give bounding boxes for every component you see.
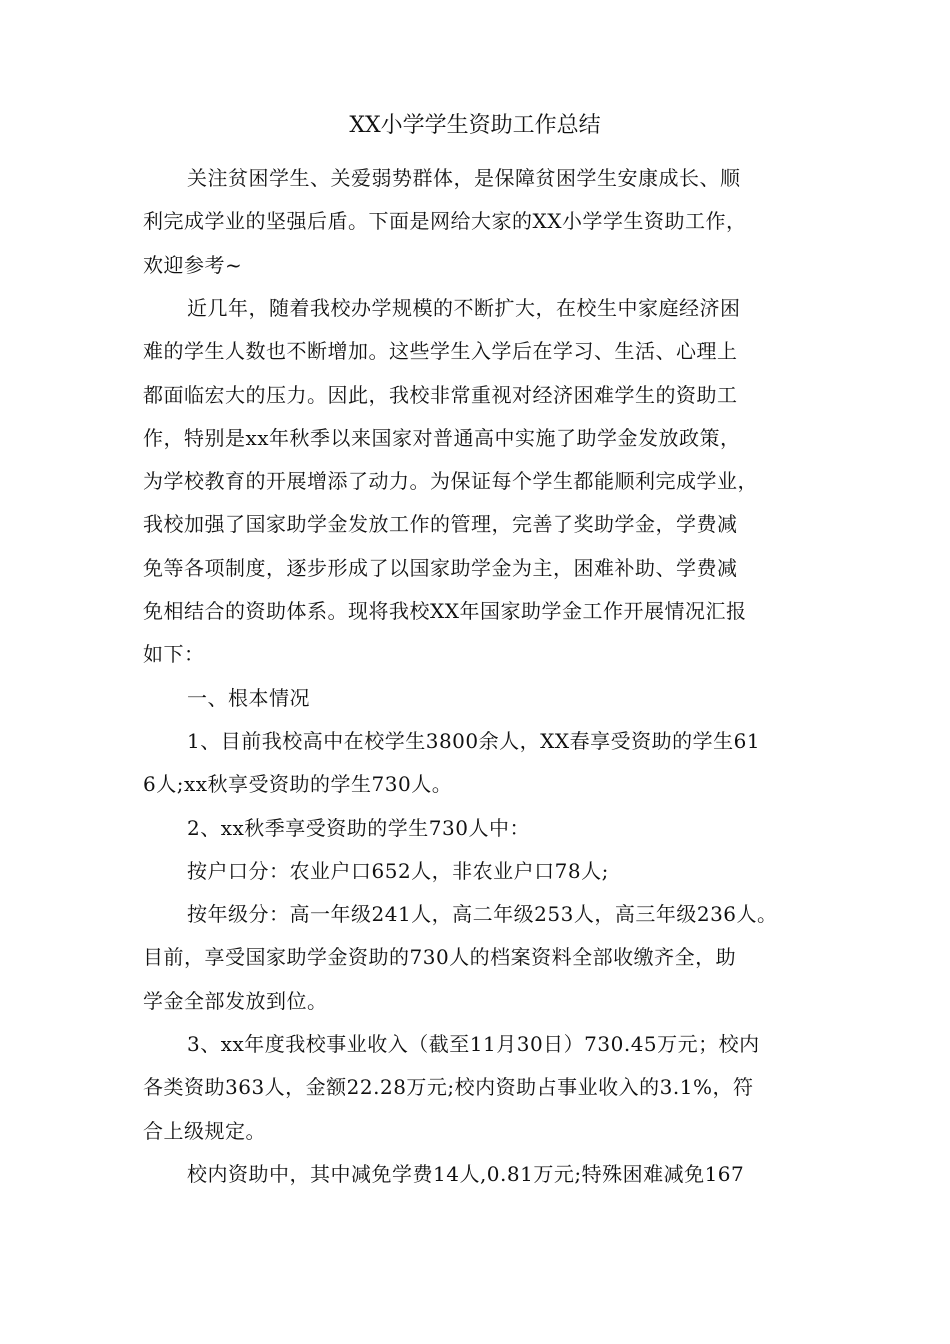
text-line: 我校加强了国家助学金发放工作的管理，完善了奖助学金，学费减 bbox=[143, 512, 738, 537]
text-line: 免相结合的资助体系。现将我校XX年国家助学金工作开展情况汇报 bbox=[143, 599, 747, 623]
text-line: 3、xx年度我校事业收入（截至11月30日）730.45万元；校内 bbox=[187, 1032, 760, 1056]
text-line: 如下： bbox=[143, 642, 205, 667]
text-line: 按年级分：高一年级241人，高二年级253人，高三年级236人。 bbox=[187, 902, 778, 927]
text-line: 关注贫困学生、关爱弱势群体，是保障贫困学生安康成长、顺 bbox=[187, 166, 741, 190]
text-line: 2、xx秋季享受资助的学生730人中： bbox=[187, 815, 530, 840]
text-line: 各类资助363人，金额22.28万元;校内资助占事业收入的3.1%，符 bbox=[143, 1075, 754, 1100]
text-line: 6人;xx秋享受资助的学生730人。 bbox=[143, 772, 453, 797]
text-line: 作，特别是xx年秋季以来国家对普通高中实施了助学金发放政策， bbox=[143, 425, 741, 450]
text-line: 欢迎参考~ bbox=[143, 252, 243, 277]
text-line: 近几年，随着我校办学规模的不断扩大，在校生中家庭经济困 bbox=[187, 295, 741, 320]
text-line: 都面临宏大的压力。因此，我校非常重视对经济困难学生的资助工 bbox=[143, 382, 738, 407]
text-line: 合上级规定。 bbox=[143, 1118, 266, 1143]
text-line: 免等各项制度，逐步形成了以国家助学金为主，困难补助、学费减 bbox=[143, 555, 738, 580]
text-line: 一、根本情况 bbox=[187, 685, 310, 710]
text-line: 校内资助中，其中减免学费14人,0.81万元;特殊困难减免167 bbox=[187, 1161, 745, 1186]
document-title: XX小学学生资助工作总结 bbox=[349, 113, 601, 138]
text-line: 1、目前我校高中在校学生3800余人，XX春享受资助的学生61 bbox=[187, 728, 761, 753]
text-line: 按户口分：农业户口652人，非农业户口78人; bbox=[187, 858, 609, 883]
text-line: 目前，享受国家助学金资助的730人的档案资料全部收缴齐全，助 bbox=[143, 945, 737, 970]
text-line: 为学校教育的开展增添了动力。为保证每个学生都能顺利完成学业， bbox=[143, 469, 758, 494]
text-line: 难的学生人数也不断增加。这些学生入学后在学习、生活、心理上 bbox=[143, 339, 738, 364]
text-line: 学金全部发放到位。 bbox=[143, 988, 328, 1013]
text-line: 利完成学业的坚强后盾。下面是网给大家的XX小学学生资助工作， bbox=[143, 209, 747, 234]
